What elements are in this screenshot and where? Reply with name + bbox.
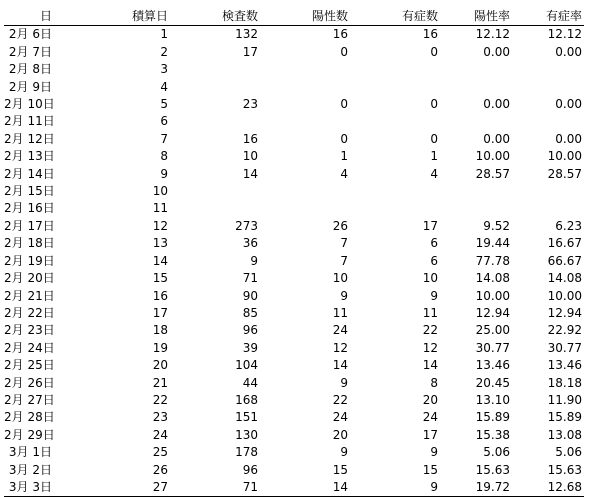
cell-cumulative-day: 18 <box>152 323 168 338</box>
cell-positives: 7 <box>340 253 348 268</box>
cell-symptomatic-rate: 15.63 <box>547 462 582 477</box>
cell-symptomatic-rate: 5.06 <box>555 445 582 460</box>
cell-symptomatic: 0 <box>430 97 438 112</box>
cell-cumulative-day: 7 <box>160 131 168 146</box>
cell-cumulative-day: 22 <box>152 392 168 407</box>
cell-cumulative-day: 27 <box>52 479 170 497</box>
cell-symptomatic-rate: 0.00 <box>555 131 582 146</box>
cell-positives: 0 <box>340 131 348 146</box>
cell-tests: 178 <box>235 445 258 460</box>
header-positives: 陽性数 <box>260 8 350 26</box>
table-row <box>4 479 584 497</box>
cell-positive-rate <box>440 200 512 217</box>
cell-cumulative-day: 3 <box>160 62 168 77</box>
cell-symptomatic-rate: 12.12 <box>547 27 582 42</box>
cell-date: 2月 6日 <box>8 27 52 42</box>
cell-tests: 132 <box>235 27 258 42</box>
cell-cumulative-day: 16 <box>152 288 168 303</box>
cell-positives: 1 <box>340 149 348 164</box>
cell-cumulative-day: 11 <box>152 201 168 216</box>
cell-positives: 20 <box>332 427 348 442</box>
cell-cumulative-day: 12 <box>152 218 168 233</box>
cell-symptomatic-rate: 13.46 <box>547 358 582 373</box>
cell-tests: 151 <box>235 410 258 425</box>
cell-positive-rate: 10.00 <box>475 288 510 303</box>
cell-symptomatic-rate <box>512 183 584 200</box>
cell-positive-rate <box>440 61 512 78</box>
cell-symptomatic: 9 <box>350 479 440 497</box>
cell-symptomatic: 17 <box>422 218 438 233</box>
cell-symptomatic: 16 <box>422 27 438 42</box>
cell-positive-rate: 5.06 <box>483 445 510 460</box>
cell-tests <box>170 183 260 200</box>
table-row <box>4 96 584 113</box>
cell-tests: 71 <box>242 271 258 286</box>
cell-positives: 16 <box>332 27 348 42</box>
table-row <box>4 61 584 78</box>
cell-positive-rate: 12.12 <box>475 27 510 42</box>
table-row <box>4 305 584 322</box>
table-row <box>4 200 584 217</box>
cell-tests: 16 <box>242 131 258 146</box>
cell-tests: 130 <box>235 427 258 442</box>
cell-symptomatic: 17 <box>422 427 438 442</box>
cell-positive-rate: 12.94 <box>475 305 510 320</box>
table-row <box>4 392 584 409</box>
cell-symptomatic: 0 <box>430 131 438 146</box>
cell-symptomatic-rate: 28.57 <box>547 166 582 181</box>
cell-cumulative-day: 14 <box>152 253 168 268</box>
cell-positives: 0 <box>340 44 348 59</box>
cell-date: 2月 18日 <box>4 236 55 251</box>
cell-symptomatic: 1 <box>430 149 438 164</box>
cell-date: 2月 12日 <box>4 131 55 146</box>
data-sheet <box>4 8 584 497</box>
header-symptomatic-rate: 有症率 <box>512 8 584 26</box>
table-row <box>4 253 584 270</box>
cell-positive-rate: 13.46 <box>475 358 510 373</box>
cell-positive-rate: 25.00 <box>475 323 510 338</box>
cell-symptomatic: 9 <box>430 445 438 460</box>
cell-tests: 23 <box>242 97 258 112</box>
cell-positives: 9 <box>340 288 348 303</box>
cell-date: 2月 27日 <box>4 392 55 407</box>
cell-symptomatic-rate: 11.90 <box>547 392 582 407</box>
table-row <box>4 340 584 357</box>
cell-positive-rate: 20.45 <box>475 375 510 390</box>
cell-positives: 24 <box>332 323 348 338</box>
cell-date: 2月 20日 <box>4 271 55 286</box>
cell-symptomatic <box>350 200 440 217</box>
cell-date: 2月 24日 <box>4 340 55 355</box>
cell-positives <box>260 113 350 130</box>
cell-positives: 9 <box>340 375 348 390</box>
table-row <box>4 444 584 461</box>
table-row <box>4 288 584 305</box>
cell-positive-rate: 15.63 <box>475 462 510 477</box>
cell-positives: 9 <box>340 445 348 460</box>
cell-symptomatic-rate: 22.92 <box>547 323 582 338</box>
cell-date: 2月 23日 <box>4 323 55 338</box>
header-date: 日 <box>4 8 52 26</box>
table-row <box>4 235 584 252</box>
cell-cumulative-day: 1 <box>160 27 168 42</box>
table-row <box>4 357 584 374</box>
cell-cumulative-day: 25 <box>152 445 168 460</box>
cell-tests: 17 <box>242 44 258 59</box>
cell-positive-rate: 15.89 <box>475 410 510 425</box>
cell-date: 2月 16日 <box>4 201 55 216</box>
cell-positives: 22 <box>332 392 348 407</box>
cell-symptomatic <box>350 79 440 96</box>
cell-positive-rate: 0.00 <box>483 44 510 59</box>
cell-tests <box>170 61 260 78</box>
cell-symptomatic: 6 <box>430 253 438 268</box>
cell-symptomatic-rate: 14.08 <box>547 271 582 286</box>
cell-cumulative-day: 10 <box>152 184 168 199</box>
cell-positive-rate: 19.44 <box>475 236 510 251</box>
table-row <box>4 113 584 130</box>
table-row <box>4 183 584 200</box>
table-row <box>4 44 584 61</box>
cell-tests <box>170 79 260 96</box>
cell-date: 3月 2日 <box>8 462 52 477</box>
cell-date: 3月 3日 <box>4 479 52 497</box>
cell-tests: 96 <box>242 462 258 477</box>
cell-positive-rate: 14.08 <box>475 271 510 286</box>
cell-symptomatic-rate: 13.08 <box>547 427 582 442</box>
cell-symptomatic-rate: 10.00 <box>547 288 582 303</box>
cell-date: 2月 9日 <box>8 79 52 94</box>
cell-positives <box>260 183 350 200</box>
cell-cumulative-day: 9 <box>160 166 168 181</box>
cell-date: 2月 13日 <box>4 149 55 164</box>
cell-tests: 39 <box>242 340 258 355</box>
table-row <box>4 427 584 444</box>
cell-symptomatic: 8 <box>430 375 438 390</box>
cell-positive-rate: 77.78 <box>475 253 510 268</box>
cell-positive-rate <box>440 79 512 96</box>
cell-symptomatic: 0 <box>430 44 438 59</box>
cell-symptomatic: 12 <box>422 340 438 355</box>
cell-tests: 9 <box>250 253 258 268</box>
cell-date: 2月 11日 <box>4 114 55 129</box>
table-row <box>4 148 584 165</box>
cell-cumulative-day: 15 <box>152 271 168 286</box>
table-row <box>4 375 584 392</box>
cell-positive-rate <box>440 113 512 130</box>
table-row <box>4 409 584 426</box>
cell-symptomatic: 10 <box>422 271 438 286</box>
cell-positive-rate: 13.10 <box>475 392 510 407</box>
cell-positive-rate: 30.77 <box>475 340 510 355</box>
table-row <box>4 462 584 479</box>
cell-date: 2月 17日 <box>4 218 55 233</box>
cell-date: 2月 26日 <box>4 375 55 390</box>
cell-symptomatic-rate: 12.94 <box>547 305 582 320</box>
cell-positives: 24 <box>332 410 348 425</box>
cell-cumulative-day: 6 <box>160 114 168 129</box>
cell-symptomatic-rate: 66.67 <box>547 253 582 268</box>
cell-date: 2月 7日 <box>8 44 52 59</box>
cell-date: 2月 28日 <box>4 410 55 425</box>
cell-symptomatic <box>350 113 440 130</box>
cell-tests: 10 <box>242 149 258 164</box>
cell-date: 2月 29日 <box>4 427 55 442</box>
cell-cumulative-day: 24 <box>152 427 168 442</box>
cell-date: 2月 8日 <box>8 62 52 77</box>
cell-positive-rate: 0.00 <box>483 131 510 146</box>
cell-tests <box>170 113 260 130</box>
table-row <box>4 218 584 235</box>
cell-symptomatic: 6 <box>430 236 438 251</box>
table-row <box>4 270 584 287</box>
cell-symptomatic <box>350 183 440 200</box>
table-row <box>4 166 584 183</box>
cell-date: 2月 25日 <box>4 358 55 373</box>
cell-positives: 15 <box>332 462 348 477</box>
cell-symptomatic <box>350 61 440 78</box>
cell-symptomatic-rate: 0.00 <box>555 44 582 59</box>
table-row <box>4 26 584 44</box>
header-tests: 検査数 <box>170 8 260 26</box>
cell-symptomatic-rate: 12.68 <box>512 479 584 497</box>
cell-symptomatic-rate <box>512 200 584 217</box>
cell-cumulative-day: 23 <box>152 410 168 425</box>
cell-positives <box>260 200 350 217</box>
cell-cumulative-day: 20 <box>152 358 168 373</box>
cell-symptomatic-rate: 16.67 <box>547 236 582 251</box>
cell-symptomatic: 20 <box>422 392 438 407</box>
cell-symptomatic-rate: 0.00 <box>555 97 582 112</box>
cell-tests: 44 <box>242 375 258 390</box>
cell-date: 2月 19日 <box>4 253 55 268</box>
cell-positives: 14 <box>332 358 348 373</box>
cell-cumulative-day: 13 <box>152 236 168 251</box>
cell-symptomatic-rate <box>512 113 584 130</box>
cell-positives: 12 <box>332 340 348 355</box>
cell-symptomatic: 9 <box>430 288 438 303</box>
cell-symptomatic-rate <box>512 79 584 96</box>
cell-positives: 7 <box>340 236 348 251</box>
cell-cumulative-day: 5 <box>160 97 168 112</box>
cell-date: 3月 1日 <box>8 445 52 460</box>
cell-cumulative-day: 2 <box>160 44 168 59</box>
cell-cumulative-day: 19 <box>152 340 168 355</box>
cell-symptomatic: 15 <box>422 462 438 477</box>
cell-positives <box>260 79 350 96</box>
cell-tests: 85 <box>242 305 258 320</box>
cell-symptomatic-rate: 18.18 <box>547 375 582 390</box>
cell-symptomatic: 14 <box>422 358 438 373</box>
cell-positive-rate: 10.00 <box>475 149 510 164</box>
cell-symptomatic: 4 <box>430 166 438 181</box>
cell-date: 2月 21日 <box>4 288 55 303</box>
header-row <box>4 8 584 26</box>
cell-tests <box>170 200 260 217</box>
cell-cumulative-day: 26 <box>152 462 168 477</box>
table-body <box>4 26 584 497</box>
cell-positive-rate: 15.38 <box>475 427 510 442</box>
cell-symptomatic: 22 <box>422 323 438 338</box>
table-row <box>4 131 584 148</box>
cell-symptomatic-rate: 15.89 <box>547 410 582 425</box>
cell-cumulative-day: 17 <box>152 305 168 320</box>
cell-tests: 36 <box>242 236 258 251</box>
cell-symptomatic-rate: 6.23 <box>555 218 582 233</box>
cell-tests: 104 <box>235 358 258 373</box>
cell-tests: 14 <box>242 166 258 181</box>
table-row <box>4 322 584 339</box>
cell-tests: 168 <box>235 392 258 407</box>
cell-date: 2月 10日 <box>4 97 55 112</box>
cell-tests: 71 <box>170 479 260 497</box>
test-results-table <box>4 8 584 497</box>
cell-positive-rate: 19.72 <box>440 479 512 497</box>
cell-tests: 96 <box>242 323 258 338</box>
cell-date: 2月 15日 <box>4 184 55 199</box>
header-symptomatic: 有症数 <box>350 8 440 26</box>
cell-positive-rate: 28.57 <box>475 166 510 181</box>
cell-positive-rate <box>440 183 512 200</box>
header-positive-rate: 陽性率 <box>440 8 512 26</box>
cell-positives: 11 <box>332 305 348 320</box>
cell-positives: 10 <box>332 271 348 286</box>
cell-positives <box>260 61 350 78</box>
cell-cumulative-day: 21 <box>152 375 168 390</box>
cell-positives: 0 <box>340 97 348 112</box>
cell-tests: 90 <box>242 288 258 303</box>
cell-symptomatic-rate <box>512 61 584 78</box>
cell-symptomatic-rate: 10.00 <box>547 149 582 164</box>
cell-symptomatic: 24 <box>422 410 438 425</box>
cell-positives: 4 <box>340 166 348 181</box>
cell-positives: 26 <box>332 218 348 233</box>
cell-date: 2月 14日 <box>4 166 55 181</box>
cell-cumulative-day: 4 <box>160 79 168 94</box>
cell-symptomatic-rate: 30.77 <box>547 340 582 355</box>
cell-tests: 273 <box>235 218 258 233</box>
cell-date: 2月 22日 <box>4 305 55 320</box>
cell-positives: 14 <box>260 479 350 497</box>
cell-positive-rate: 0.00 <box>483 97 510 112</box>
table-row <box>4 79 584 96</box>
cell-positive-rate: 9.52 <box>483 218 510 233</box>
cell-symptomatic: 11 <box>422 305 438 320</box>
cell-cumulative-day: 8 <box>160 149 168 164</box>
header-cumulative-day: 積算日 <box>52 8 170 26</box>
